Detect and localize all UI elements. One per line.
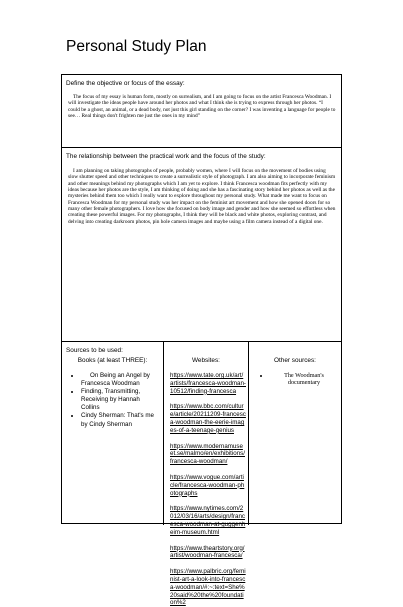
study-plan-table (61, 74, 342, 607)
books-column (62, 342, 163, 525)
website-link[interactable]: https://www.theartstory.org/artist/woodman-francesca/ (170, 544, 245, 560)
websites-heading: Websites: (192, 357, 220, 364)
website-link[interactable]: https://www.palbric.org/feminist-art-a-look-into-francesca-woodman/#:~:text=She%20said%20the%20foundation%2 (170, 568, 246, 607)
relationship-heading: The relationship between the practical work and the focus of the study: (66, 153, 266, 160)
other-sources-heading: Other sources: (274, 357, 316, 364)
books-heading: Books (at least THREE): (77, 357, 148, 364)
relationship-section (62, 148, 341, 342)
book-item: • Finding, Transmitting, Receiving by Hannah Collins (81, 388, 159, 412)
other-source-item: • The Woodman's documentary (270, 372, 338, 387)
page-title: Personal Study Plan (66, 38, 207, 55)
website-link[interactable]: https://www.modernamuseet.se/malmo/en/exhibitions/francesca-woodman/ (170, 442, 245, 466)
objective-text: The focus of my essay is human form, mostly on surrealism, and I am going to focus on the artist Francesca Woodman. I will investigate the ideas people have around her photos and what I think she is trying to express through her photos. “I could be a ghost, an animal, or a dead body, not just this girl standing on the corner? I was inventing a language for people to see… Real things don't frighten me just the ones in my mind” (68, 94, 336, 120)
other-sources-list (249, 372, 338, 387)
book-item: • Cindy Sherman: That's me by Cindy Sherman (81, 412, 159, 428)
website-link[interactable]: https://www.vogue.com/article/francesca-woodman-photographs (170, 473, 245, 497)
sources-section (62, 342, 341, 607)
books-list (62, 372, 159, 429)
website-link[interactable]: https://www.tate.org.uk/art/artists/francesca-woodman-10512/finding-francesca (170, 372, 246, 395)
other-sources-column (249, 342, 341, 525)
website-link[interactable]: https://www.bbc.com/culture/article/20211209-francesca-woodman-the-eerie-images-of-a-teenage-genius (170, 403, 246, 434)
objective-heading: Define the objective or focus of the essay: (66, 80, 185, 87)
websites-column (163, 342, 249, 607)
website-link[interactable]: https://www.nytimes.com/2012/03/16/arts/design/francesca-woodman-at-guggenheim-museum.html (170, 505, 246, 536)
relationship-text: I am planning on taking photographs of people, probably women, where I will focus on the movement of bodies using slow shutter speed and other techniques to create a surrealistic style of photograph. I am also aiming to incorporate feminism and other meanings behind my photographs which I am yet to explore. I think Francesca woodman fits perfectly with my ideas because her photos are the style, I am thinking of doing and she has a fascinating story behind her photos as well as the mysteries behind them too which I really want to explore throughout my personal study. What made me want to focus on Francesca Woodman for my personal study was her impact on the feminist art movement and how she opened doors for so many other female photographers. I love how she focused on body image and gender and how she seemed so effortless when creating these powerful images. For my photographs, I think they will be black and white photos, exploring contrast, and delving into creating darkroom photos, pin hole camera images and maybe using a film camera instead of a digital one. (68, 168, 336, 225)
sources-heading: Sources to be used: (66, 347, 123, 354)
book-item: • On Being an Angel by Francesca Woodman (81, 372, 159, 388)
objective-section (62, 75, 341, 148)
